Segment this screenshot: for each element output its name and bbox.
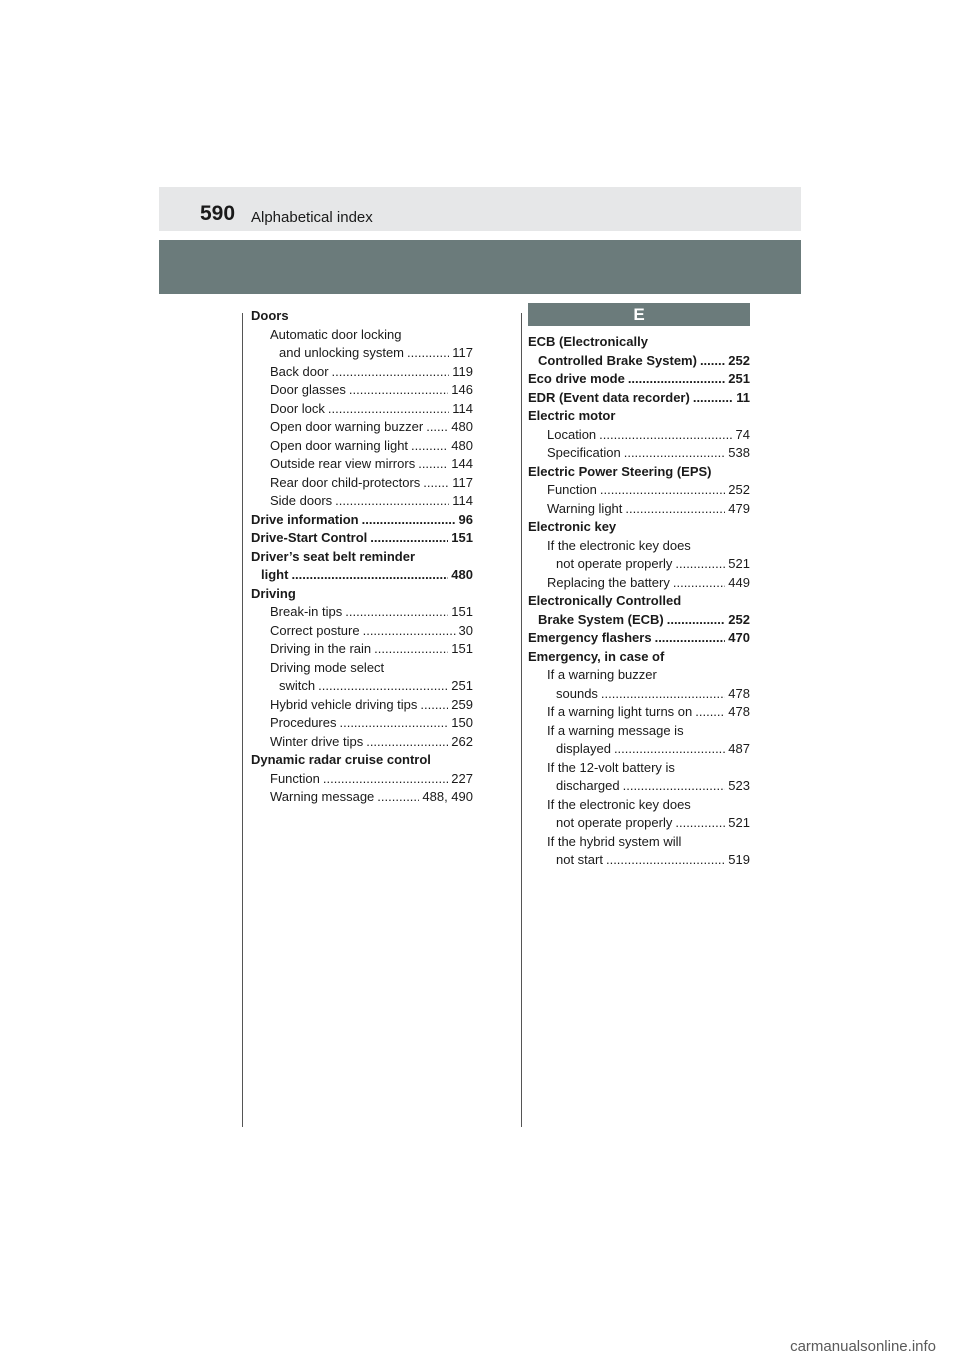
dot-leader [362, 511, 456, 530]
index-heading: Doors [251, 308, 289, 323]
index-entry-term: If a warning light turns on [547, 704, 693, 719]
index-heading: Driver’s seat belt reminder [251, 548, 416, 564]
index-heading: Electronic key [528, 519, 617, 534]
index-entry [251, 733, 473, 752]
index-entry-page: 479 [728, 500, 750, 516]
index-entry [528, 814, 750, 833]
dot-leader [318, 677, 448, 696]
dot-leader [335, 492, 449, 511]
dot-leader [600, 481, 725, 500]
index-entry-page: 119 [452, 363, 473, 379]
index-entry-term: Correct posture [270, 622, 360, 638]
index-heading: Electric Power Steering (EPS) [528, 463, 712, 479]
dot-leader [675, 814, 725, 833]
dot-leader [673, 574, 725, 593]
index-entry-term: EDR (Event data recorder) [528, 389, 690, 405]
index-entry-page: 519 [728, 852, 750, 867]
dot-leader [606, 851, 725, 870]
index-entry-term: Side doors [270, 493, 333, 508]
index-heading: Automatic door locking [270, 326, 402, 342]
index-entry [251, 381, 473, 400]
index-entry-page: 521 [728, 556, 750, 571]
index-entry [251, 603, 473, 622]
index-entry [528, 685, 750, 704]
index-entry-page: 262 [451, 733, 473, 749]
index-entries-right [528, 333, 750, 870]
dot-leader [377, 788, 419, 807]
index-entry [528, 389, 750, 408]
index-entry-page: 146 [451, 382, 473, 397]
index-entry-term: Drive information [251, 511, 359, 527]
dot-leader [625, 500, 725, 519]
index-heading: Driving mode select [270, 659, 385, 675]
index-entry-term: Outside rear view mirrors [270, 456, 416, 471]
dot-leader [407, 344, 449, 363]
index-entry-term: Warning message [270, 789, 375, 804]
index-entry-page: 478 [728, 704, 750, 719]
index-entry [251, 418, 473, 437]
dot-leader [349, 381, 448, 400]
index-heading: If a warning message is [547, 722, 684, 738]
index-entry-term: Rear door child-protectors [270, 474, 421, 490]
index-entry [251, 492, 473, 511]
dot-leader [426, 418, 448, 437]
index-entry-term: Controlled Brake System) [538, 352, 697, 368]
index-entry [251, 529, 473, 548]
index-heading: If the electronic key does [547, 537, 691, 553]
index-entry-term: Drive-Start Control [251, 530, 368, 545]
footer-watermark: carmanualsonline.info [790, 1338, 936, 1355]
dot-leader [345, 603, 448, 622]
index-entry-page: 470 [728, 630, 750, 645]
page-number: 590 [200, 202, 236, 225]
index-heading: Driving [251, 585, 296, 601]
index-entry [251, 455, 473, 474]
index-entry-page: 251 [451, 678, 473, 693]
dot-leader [623, 777, 726, 796]
index-heading: If the hybrid system will [547, 833, 682, 849]
index-entry [528, 611, 750, 630]
index-entry-page: 480 [451, 419, 473, 434]
index-entry-page: 150 [451, 715, 473, 730]
dot-leader [599, 426, 732, 445]
dot-leader [366, 733, 448, 752]
index-entry-term: Open door warning buzzer [270, 419, 424, 434]
dot-leader [291, 566, 448, 585]
index-entry-page: 151 [451, 604, 473, 619]
index-entry-page: 11 [736, 389, 750, 405]
index-entry-page: 30 [458, 622, 473, 638]
index-entry [528, 703, 750, 722]
index-entry-page: 259 [451, 696, 473, 712]
dot-leader [693, 389, 733, 408]
dot-leader [667, 611, 726, 630]
index-entry-page: 487 [728, 741, 750, 756]
dot-leader [423, 474, 449, 493]
footer [0, 1338, 960, 1358]
index-heading: Electronically Controlled [528, 593, 682, 608]
index-entry-term: and unlocking system [279, 345, 405, 360]
index-entry-page: 252 [728, 352, 750, 368]
index-heading: Dynamic radar cruise control [251, 752, 431, 767]
index-entry-term: not operate properly [556, 556, 673, 571]
letter-tab: E [528, 303, 750, 326]
index-heading: If the 12-volt battery is [547, 759, 675, 775]
index-entry-page: 227 [451, 770, 473, 786]
index-entry [528, 851, 750, 870]
index-heading: Electric motor [528, 408, 616, 423]
index-entry-page: 478 [728, 685, 750, 701]
index-entry-term: Procedures [270, 715, 337, 730]
index-heading: ECB (Electronically [528, 334, 648, 349]
index-entry [528, 555, 750, 574]
index-entry-term: Open door warning light [270, 437, 409, 453]
index-entry [251, 696, 473, 715]
dot-leader [624, 444, 726, 463]
index-entry-page: 521 [728, 815, 750, 830]
dot-leader [700, 352, 725, 371]
dot-leader [614, 740, 725, 759]
index-entry-term: Winter drive tips [270, 733, 364, 749]
index-entry-term: Break-in tips [270, 604, 343, 619]
index-entry-term: Function [547, 482, 597, 497]
index-entry [528, 777, 750, 796]
index-entry-term: Emergency flashers [528, 630, 652, 645]
index-entry-term: not operate properly [556, 815, 673, 830]
dot-leader [675, 555, 725, 574]
index-entry [251, 474, 473, 493]
index-heading: If a warning buzzer [547, 667, 657, 682]
index-entry-term: Replacing the battery [547, 574, 670, 590]
index-entry [251, 770, 473, 789]
index-entry [528, 574, 750, 593]
index-entry-term: Hybrid vehicle driving tips [270, 696, 418, 712]
dot-leader [323, 770, 448, 789]
index-entry [528, 370, 750, 389]
index-entry [251, 437, 473, 456]
index-entry-term: sounds [556, 685, 598, 701]
index-entry-term: Function [270, 770, 320, 786]
dot-leader [418, 455, 448, 474]
index-entry-page: 114 [452, 493, 473, 508]
dot-leader [655, 629, 726, 648]
dot-leader [628, 370, 725, 389]
index-entry-page: 523 [728, 778, 750, 793]
dot-leader [332, 363, 450, 382]
index-entry-term: switch [279, 678, 316, 693]
index-entry [251, 400, 473, 419]
index-entry-page: 151 [451, 530, 473, 545]
left-column-divider [242, 313, 243, 1127]
index-entry-term: Location [547, 426, 597, 442]
index-entry-page: 480 [451, 437, 473, 453]
index-entry-page: 74 [735, 426, 750, 442]
index-entry-term: Back door [270, 363, 329, 379]
index-entry [251, 788, 473, 807]
index-entry [528, 481, 750, 500]
index-entry [251, 566, 473, 585]
index-entry [251, 677, 473, 696]
index-column-right [528, 303, 750, 870]
index-entry-page: 96 [458, 511, 473, 527]
index-entry-term: discharged [556, 778, 620, 793]
index-entry [528, 444, 750, 463]
index-entry [251, 714, 473, 733]
index-entry-term: light [261, 567, 289, 582]
index-entry [251, 511, 473, 530]
dot-leader [370, 529, 448, 548]
index-entry-page: 488, 490 [422, 789, 473, 804]
dot-leader [411, 437, 448, 456]
index-heading: If the electronic key does [547, 796, 691, 812]
index-entry-term: Specification [547, 445, 621, 460]
index-entry [528, 629, 750, 648]
index-entry-page: 144 [451, 456, 473, 471]
dot-leader [328, 400, 449, 419]
index-entry-term: Brake System (ECB) [538, 611, 664, 627]
index-entry-page: 151 [451, 641, 473, 656]
dot-leader [695, 703, 725, 722]
index-entry-term: displayed [556, 741, 611, 756]
index-heading: Emergency, in case of [528, 648, 665, 664]
dot-leader [339, 714, 448, 733]
dot-leader [363, 622, 456, 641]
index-entry-term: not start [556, 852, 603, 867]
index-entry [251, 622, 473, 641]
index-entry-term: Warning light [547, 500, 623, 516]
index-entry-term: Door glasses [270, 382, 346, 397]
dot-leader [601, 685, 725, 704]
index-entry-page: 252 [728, 482, 750, 497]
section-title: Alphabetical index [251, 209, 373, 226]
index-entry-page: 114 [452, 400, 473, 416]
index-entry-term: Driving in the rain [270, 641, 372, 656]
index-entry [251, 640, 473, 659]
index-entry-page: 538 [728, 445, 750, 460]
index-column-left [251, 307, 473, 807]
index-entry-page: 252 [728, 611, 750, 627]
index-entry [528, 426, 750, 445]
index-entry [251, 363, 473, 382]
index-entry [528, 740, 750, 759]
index-entry-term: Eco drive mode [528, 371, 625, 386]
index-entry [528, 500, 750, 519]
index-entry [251, 344, 473, 363]
index-entry-page: 117 [452, 345, 473, 360]
right-column-divider [521, 313, 522, 1127]
index-entry-page: 251 [728, 371, 750, 386]
title-band [159, 240, 801, 294]
index-entry-page: 117 [452, 474, 473, 490]
dot-leader [374, 640, 448, 659]
index-entry-term: Door lock [270, 400, 325, 416]
index-entry-page: 480 [451, 567, 473, 582]
index-entry [528, 352, 750, 371]
dot-leader [420, 696, 448, 715]
index-entry-page: 449 [728, 574, 750, 590]
